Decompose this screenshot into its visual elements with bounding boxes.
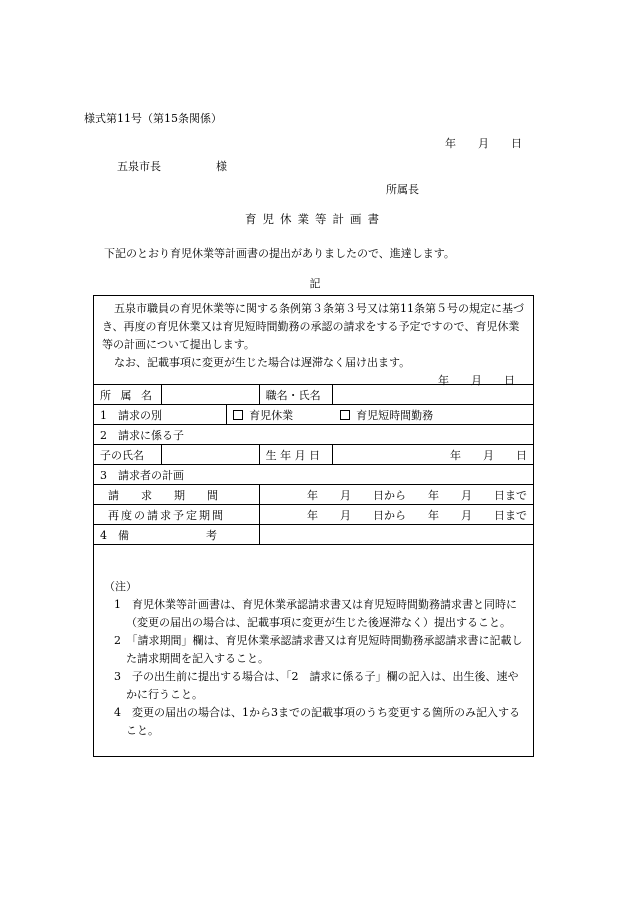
declaration-text: 五泉市職員の育児休業等に関する条例第３条第３号又は第11条第５号の規定に基づき、再度の育児休業又は育児短時間勤務の承認の請求をする予定ですので、育児休業等の計画について提出します。 (102, 302, 524, 351)
position-name-field[interactable] (333, 385, 534, 405)
table-row (94, 465, 534, 485)
table-row (94, 425, 534, 445)
note-item: 3 子の出生前に提出する場合は、「2 請求に係る子」欄の記入は、出生後、速やかに行うこと。 (114, 670, 519, 701)
remarks-field[interactable] (259, 525, 533, 545)
note-item: 1 育児休業等計画書は、育児休業承認請求書又は育児短時間勤務請求書と同時に（変更の届出の場合は、記載事項に変更が生じた後遅滞なく）提出すること。 (114, 598, 517, 629)
intro-text: 下記のとおり育児休業等計画書の提出がありましたので、進達します。 (104, 247, 455, 260)
request-type-label: 1 請求の別 (94, 405, 227, 425)
affiliation-field[interactable] (162, 385, 260, 405)
request-period-label: 請 求 期 間 (94, 485, 260, 505)
declaration-date: 年 月 日 (438, 374, 515, 387)
re-request-period-label: 再度の請求予定期間 (94, 505, 260, 525)
form-number: 様式第11号（第15条関係） (84, 112, 222, 125)
child-name-field[interactable] (162, 445, 260, 465)
ki-marker: 記 (309, 277, 321, 290)
table-row (94, 385, 534, 405)
note-item: 4 変更の届出の場合は、1から3までの記載事項のうち変更する箇所のみ記入すること。 (114, 706, 520, 737)
table-row (94, 505, 534, 525)
notes (104, 578, 529, 740)
table-row (94, 405, 534, 425)
birthdate-field[interactable]: 年 月 日 (333, 445, 534, 465)
child-name-label: 子の氏名 (94, 445, 162, 465)
request-type-options (227, 405, 534, 425)
department-head: 所属長 (386, 183, 419, 196)
submission-date: 年 月 日 (445, 137, 522, 150)
child-section-label: 2 請求に係る子 (94, 425, 534, 445)
re-request-period-field[interactable]: 年 月 日から 年 月 日まで (259, 505, 533, 525)
remarks-label: 4 備 考 (94, 525, 260, 545)
addressee: 五泉市長 様 (117, 160, 227, 173)
birthdate-label: 生 年 月 日 (259, 445, 333, 465)
notes-heading: （注） (104, 580, 137, 593)
plan-section-label: 3 請求者の計画 (94, 465, 534, 485)
table-row (94, 445, 534, 465)
document-title: 育児休業等計画書 (245, 212, 385, 226)
affiliation-label: 所 属 名 (94, 385, 162, 405)
short-hours-checkbox[interactable] (340, 410, 350, 420)
childcare-leave-label: 育児休業 (249, 408, 294, 422)
note-item: 2 「請求期間」欄は、育児休業承認請求書又は育児短時間勤務承認請求書に記載した請求期間を記入すること。 (114, 634, 523, 665)
childcare-leave-checkbox[interactable] (233, 410, 243, 420)
position-name-label: 職名・氏名 (259, 385, 333, 405)
table-row (94, 485, 534, 505)
table-row (94, 525, 534, 545)
declaration (94, 296, 533, 390)
short-hours-label: 育児短時間勤務 (356, 408, 434, 422)
request-period-field[interactable]: 年 月 日から 年 月 日まで (259, 485, 533, 505)
declaration-notice: なお、記載事項に変更が生じた場合は遅滞なく届け出ます。 (114, 356, 411, 369)
form-frame (93, 295, 534, 757)
form-table (93, 384, 534, 545)
